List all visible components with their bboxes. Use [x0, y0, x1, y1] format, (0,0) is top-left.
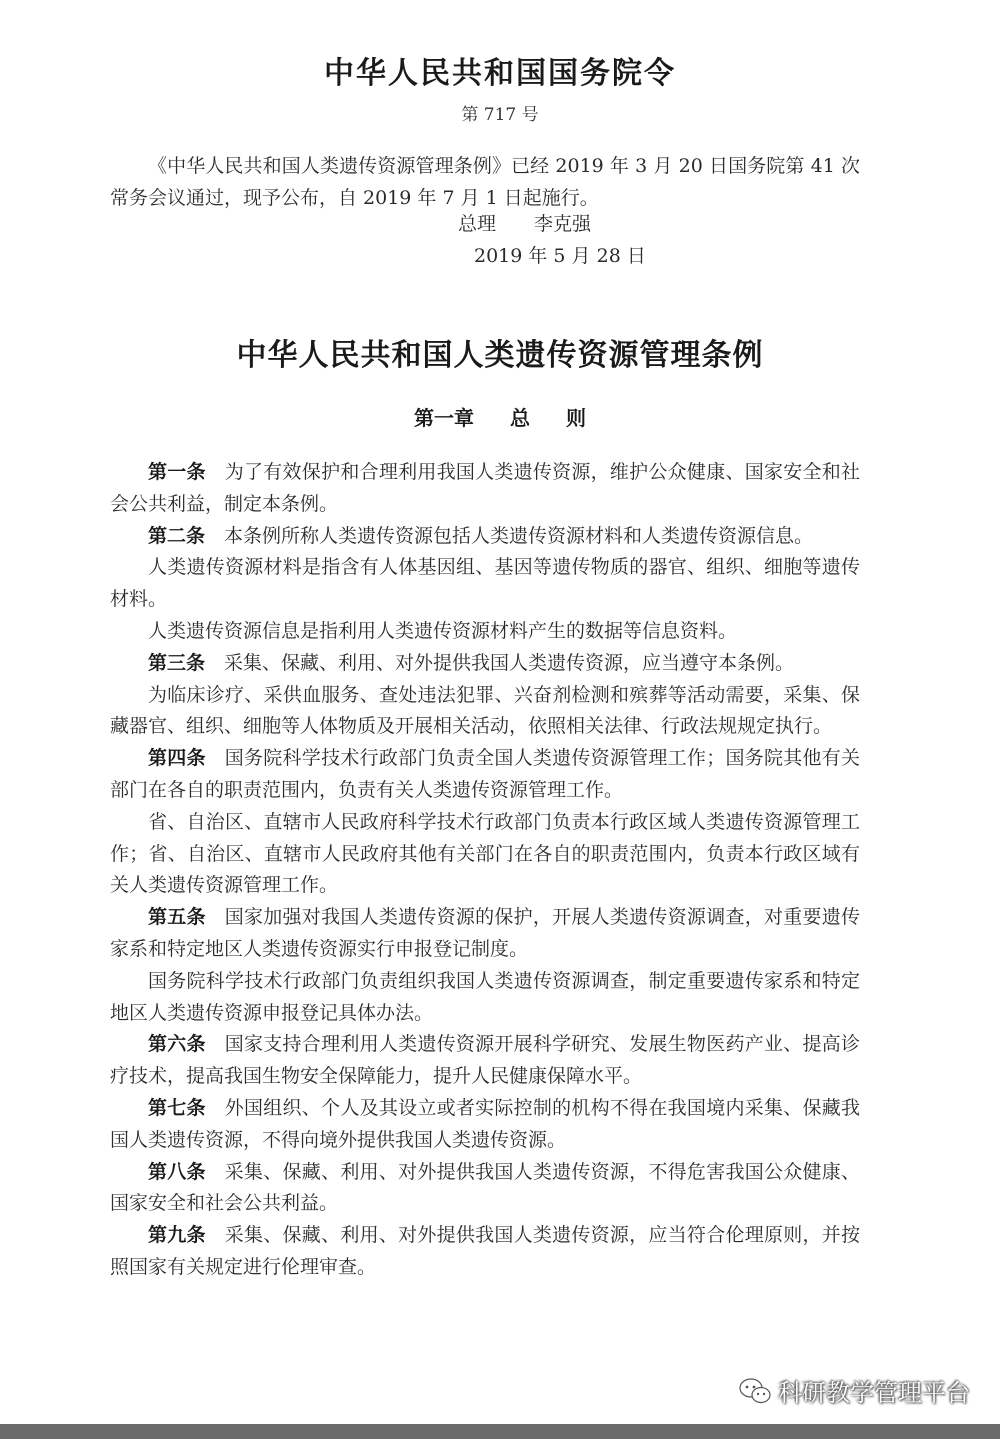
article-number: 第八条 — [148, 1160, 206, 1183]
article-text: 国家加强对我国人类遗传资源的保护，开展人类遗传资源调查，对重要遗传家系和特定地区人类遗传资源实行申报登记制度。 — [110, 906, 860, 960]
article-number: 第一条 — [148, 461, 206, 483]
regulation-title: 中华人民共和国人类遗传资源管理条例 — [236, 338, 764, 373]
order-title: 中华人民共和国国务院令 — [324, 56, 676, 91]
signer-line — [458, 208, 591, 240]
article-paragraph — [110, 743, 860, 807]
article-text: 省、自治区、直辖市人民政府科学技术行政部门负责本行政区域人类遗传资源管理工作；省、自治区、直辖市人民政府其他有关部门在各自的职责范围内，负责本行政区域有关人类遗传资源管理工作。 — [110, 810, 860, 897]
article-paragraph — [110, 552, 860, 616]
article-number: 第三条 — [148, 651, 206, 674]
article-paragraph — [110, 966, 860, 1030]
article-text: 人类遗传资源材料是指含有人体基因组、基因等遗传物质的器官、组织、细胞等遗传材料。 — [110, 556, 860, 611]
article-paragraph — [110, 457, 860, 521]
article-paragraph — [110, 807, 860, 902]
chapter-name-part-1: 总 — [510, 406, 530, 430]
article-number: 第五条 — [148, 906, 206, 929]
article-text: 采集、保藏、利用、对外提供我国人类遗传资源，不得危害我国公众健康、国家安全和社会公共利益。 — [110, 1160, 860, 1215]
article-paragraph — [110, 616, 860, 648]
article-number: 第六条 — [148, 1033, 206, 1056]
article-text: 本条例所称人类遗传资源包括人类遗传资源材料和人类遗传资源信息。 — [224, 524, 814, 547]
article-text: 国务院科学技术行政部门负责组织我国人类遗传资源调查，制定重要遗传家系和特定地区人类遗传资源申报登记具体办法。 — [110, 969, 860, 1024]
bottom-border-bar — [0, 1424, 1000, 1439]
article-paragraph — [110, 1093, 860, 1157]
article-text: 采集、保藏、利用、对外提供我国人类遗传资源，应当遵守本条例。 — [224, 651, 795, 674]
article-text: 国家支持合理利用人类遗传资源开展科学研究、发展生物医药产业、提高诊疗技术，提高我国生物安全保障能力，提升人民健康保障水平。 — [110, 1033, 860, 1088]
article-paragraph — [110, 648, 860, 680]
article-paragraph — [110, 1220, 860, 1284]
article-number: 第九条 — [148, 1224, 206, 1247]
watermark-text: 科研教学管理平台 — [778, 1379, 970, 1407]
chapter-label: 第一章 — [414, 406, 474, 430]
signing-date: 2019 年 5 月 28 日 — [474, 245, 646, 267]
article-text: 采集、保藏、利用、对外提供我国人类遗传资源，应当符合伦理原则，并按照国家有关规定进行伦理审查。 — [110, 1224, 860, 1278]
article-text: 为了有效保护和合理利用我国人类遗传资源，维护公众健康、国家安全和社会公共利益，制定本条例。 — [110, 461, 860, 515]
article-paragraph — [110, 1157, 860, 1221]
article-paragraph — [110, 680, 860, 744]
article-paragraph — [110, 1029, 860, 1093]
watermark — [738, 1373, 970, 1408]
article-text: 为临床诊疗、采供血服务、查处违法犯罪、兴奋剂检测和殡葬等活动需要，采集、保藏器官、组织、细胞等人体物质及开展相关活动，依照相关法律、行政法规规定执行。 — [110, 683, 860, 738]
article-text: 外国组织、个人及其设立或者实际控制的机构不得在我国境内采集、保藏我国人类遗传资源，不得向境外提供我国人类遗传资源。 — [110, 1096, 860, 1151]
article-text: 国务院科学技术行政部门负责全国人类遗传资源管理工作；国务院其他有关部门在各自的职责范围内，负责有关人类遗传资源管理工作。 — [110, 747, 860, 801]
article-paragraph — [110, 902, 860, 966]
order-number: 第 717 号 — [461, 105, 539, 125]
article-paragraph — [110, 521, 860, 553]
decree-text: 《中华人民共和国人类遗传资源管理条例》已经 2019 年 3 月 20 日国务院第 41 次常务会议通过，现予公布，自 2019 年 7 月 1 日起施行。 — [110, 155, 860, 209]
article-number: 第七条 — [148, 1096, 206, 1119]
chapter-name-part-2: 则 — [566, 406, 586, 430]
article-text: 人类遗传资源信息是指利用人类遗传资源材料产生的数据等信息资料。 — [148, 619, 738, 642]
article-number: 第四条 — [148, 747, 206, 770]
signer-role: 总理 — [458, 213, 497, 235]
signer-name: 李克强 — [534, 213, 592, 235]
wechat-icon — [738, 1377, 772, 1405]
chapter-heading — [0, 402, 1000, 431]
article-number: 第二条 — [148, 524, 206, 547]
articles-body — [110, 457, 860, 1284]
